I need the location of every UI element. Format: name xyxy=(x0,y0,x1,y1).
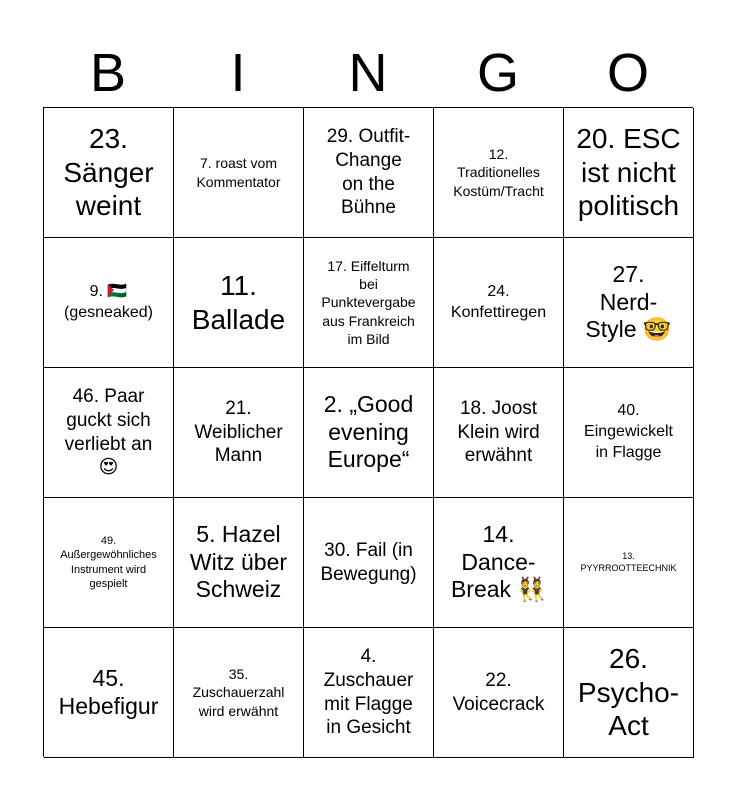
bingo-cell[interactable] xyxy=(304,108,434,238)
bingo-cell-text: 18. Joost Klein wird erwähnt xyxy=(457,397,540,467)
bingo-cell-text: 23. Sänger weint xyxy=(63,123,154,222)
bingo-cell[interactable] xyxy=(564,238,694,368)
header-letter-g: G xyxy=(476,43,519,103)
bingo-header xyxy=(43,40,693,106)
bingo-cell[interactable] xyxy=(44,108,174,238)
bingo-cell-text: 17. Eiffelturm bei Punktevergabe aus Frankreich im Bild xyxy=(321,258,416,347)
bingo-cell-text: 46. Paar guckt sich verliebt an 😍 xyxy=(64,386,153,479)
bingo-cell-text: 27. Nerd- Style 🤓 xyxy=(585,261,672,343)
bingo-cell[interactable] xyxy=(304,498,434,628)
bingo-cell-text: 45. Hebefigur xyxy=(58,664,159,719)
bingo-cell-text: 7. roast vom Kommentator xyxy=(196,155,281,190)
bingo-cell-text: 13. PYYRROOTTEECHNIK xyxy=(580,550,677,573)
bingo-cell[interactable] xyxy=(174,238,304,368)
bingo-cell-text: 35. Zuschauerzahl wird erwähnt xyxy=(192,666,285,719)
bingo-cell-text: 26. Psycho- Act xyxy=(577,643,680,742)
bingo-cell-text: 5. Hazel Witz über Schweiz xyxy=(189,521,288,603)
bingo-cell[interactable] xyxy=(434,628,564,758)
header-letter-i: I xyxy=(230,43,246,103)
bingo-cell-text: 14. Dance- Break 👯 xyxy=(450,521,547,603)
bingo-cell[interactable] xyxy=(434,238,564,368)
bingo-cell-text: 11. Ballade xyxy=(191,269,286,335)
bingo-cell-text: 21. Weiblicher Mann xyxy=(194,397,283,467)
bingo-grid xyxy=(43,107,693,757)
bingo-cell[interactable] xyxy=(564,498,694,628)
bingo-cell-text: 22. Voicecrack xyxy=(452,669,545,715)
bingo-cell[interactable] xyxy=(434,498,564,628)
header-letter-b: B xyxy=(89,43,127,103)
bingo-cell-text: 49. Außergewöhnliches Instrument wird gespielt xyxy=(60,534,157,590)
bingo-cell[interactable] xyxy=(304,628,434,758)
bingo-cell[interactable] xyxy=(434,368,564,498)
bingo-cell[interactable] xyxy=(174,368,304,498)
bingo-cell[interactable] xyxy=(44,498,174,628)
bingo-cell[interactable] xyxy=(564,628,694,758)
bingo-cell-text: 40. Eingewickelt in Flagge xyxy=(584,402,673,461)
bingo-cell[interactable] xyxy=(44,628,174,758)
bingo-cell[interactable] xyxy=(174,498,304,628)
header-letter-n: N xyxy=(348,43,388,103)
bingo-cell-text: 12. Traditionelles Kostüm/Tracht xyxy=(453,146,544,199)
bingo-cell[interactable] xyxy=(174,628,304,758)
bingo-cell[interactable] xyxy=(564,108,694,238)
bingo-cell-text: 9. 🇵🇸 (gesneaked) xyxy=(64,282,153,321)
bingo-cell[interactable] xyxy=(304,368,434,498)
bingo-cell[interactable] xyxy=(564,368,694,498)
header-letter-o: O xyxy=(606,43,649,103)
bingo-cell-text: 2. „Good evening Europe“ xyxy=(323,391,414,473)
bingo-cell[interactable] xyxy=(174,108,304,238)
bingo-cell[interactable] xyxy=(44,238,174,368)
bingo-cell-text: 29. Outfit- Change on the Bühne xyxy=(326,126,411,219)
bingo-cell-text: 4. Zuschauer mit Flagge in Gesicht xyxy=(323,646,414,739)
bingo-cell[interactable] xyxy=(304,238,434,368)
bingo-cell-text: 24. Konfettiregen xyxy=(450,282,547,321)
bingo-cell-text: 30. Fail (in Bewegung) xyxy=(320,539,417,585)
bingo-cell[interactable] xyxy=(434,108,564,238)
bingo-cell[interactable] xyxy=(44,368,174,498)
bingo-cell-text: 20. ESC ist nicht politisch xyxy=(576,123,681,222)
